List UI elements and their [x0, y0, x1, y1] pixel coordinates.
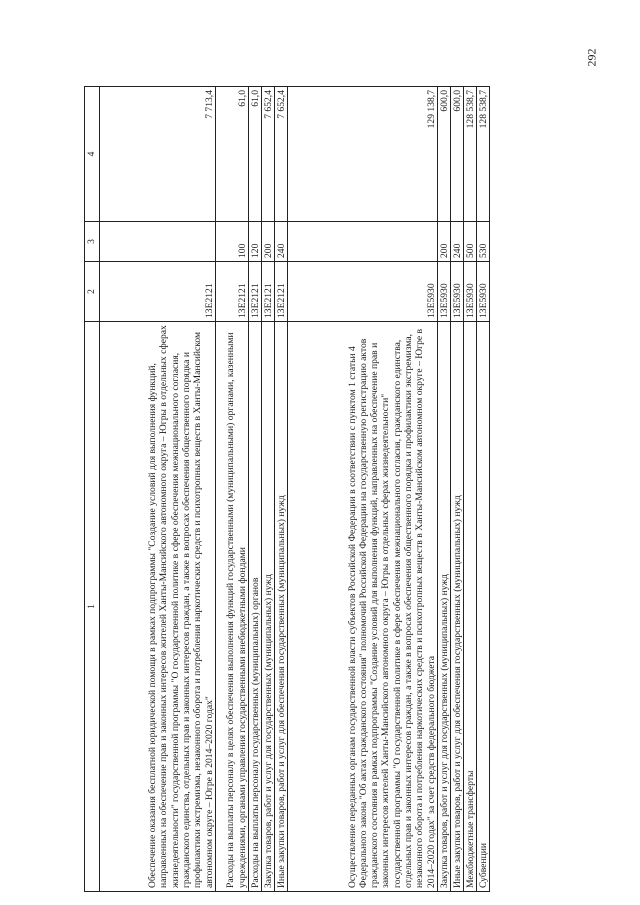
row-amount: 7 652,4	[262, 87, 275, 222]
column-header-type: 3	[85, 222, 100, 262]
column-header-amount: 4	[85, 87, 100, 222]
column-header-code: 2	[85, 262, 100, 322]
row-type: 240	[275, 222, 288, 262]
row-amount: 600,0	[451, 87, 464, 222]
row-type: 200	[262, 222, 275, 262]
table-row	[288, 87, 438, 892]
row-name: Иные закупки товаров, работ и услуг для обеспечения государственных (муниципальных) нужд	[275, 322, 288, 892]
table-header-row	[85, 87, 100, 892]
page-number: 292	[584, 48, 599, 67]
row-name: Обеспечение оказания бесплатной юридической помощи в рамках подпрограммы "Создание условий для выполнения функций, направленных на обеспечение прав и законных интересов жителей Ханты-Мансийского автономного округа – Югры в отдельных сферах жизнедеятельности" государственной программы "О государственной политике в сфере обеспечения межнационального согласия, гражданского единства, отдельных прав и законных интересов граждан, а также в вопросах обеспечения общественного порядка и профилактики экстремизма, незаконного оборота и потребления наркотических средств и психотропных веществ в Ханты-Мансийском автономном округе – Югре в 2014–2020 годах"	[100, 322, 216, 892]
table-row	[100, 87, 216, 892]
row-amount: 7 713,4	[100, 87, 216, 222]
row-amount: 61,0	[216, 87, 249, 222]
row-code: 13Е2121	[262, 262, 275, 322]
table-row	[464, 87, 477, 892]
row-name: Иные закупки товаров, работ и услуг для обеспечения государственных (муниципальных) нужд	[451, 322, 464, 892]
row-code: 13Е5930	[477, 262, 490, 322]
row-code: 13Е5930	[288, 262, 438, 322]
row-name: Расходы на выплаты персоналу в целях обеспечения выполнения функций государственными (муниципальными) органами, казенными учреждениями, органами управления государственными внебюджетными фондами	[216, 322, 249, 892]
table-row	[216, 87, 249, 892]
row-amount: 128 538,7	[464, 87, 477, 222]
row-type: 120	[249, 222, 262, 262]
row-type: 200	[438, 222, 451, 262]
row-name: Межбюджетные трансферты	[464, 322, 477, 892]
row-code: 13Е2121	[249, 262, 262, 322]
budget-table	[84, 86, 490, 892]
row-code: 13Е5930	[451, 262, 464, 322]
row-code: 13Е2121	[275, 262, 288, 322]
row-name: Закупка товаров, работ и услуг для государственных (муниципальных) нужд	[262, 322, 275, 892]
row-amount: 600,0	[438, 87, 451, 222]
rotated-table-container	[84, 87, 489, 892]
row-code: 13Е5930	[438, 262, 451, 322]
row-code: 13Е2121	[216, 262, 249, 322]
column-header-name: 1	[85, 322, 100, 892]
table-row	[249, 87, 262, 892]
row-code: 13Е5930	[464, 262, 477, 322]
row-type: 240	[451, 222, 464, 262]
row-name: Расходы на выплаты персоналу государственных (муниципальных) органов	[249, 322, 262, 892]
table-row	[275, 87, 288, 892]
row-amount: 7 652,4	[275, 87, 288, 222]
row-amount: 129 138,7	[288, 87, 438, 222]
table-row	[438, 87, 451, 892]
row-type: 500	[464, 222, 477, 262]
row-amount: 128 538,7	[477, 87, 490, 222]
table-row	[451, 87, 464, 892]
row-type	[100, 222, 216, 262]
row-code: 13Е2121	[100, 262, 216, 322]
row-type	[288, 222, 438, 262]
row-name: Осуществление переданных органам государственной власти субъектов Российской Федерации в соответствии с пунктом 1 статьи 4 Федерального закона "Об актах гражданского состояния" полномочий Российской Федерации на государственную регистрацию актов гражданского состояния в рамках подпрограммы "Создание условий для выполнения функций, направленных на обеспечение прав и законных интересов жителей Ханты-Мансийского автономного округа – Югры в отдельных сферах жизнедеятельности" государственной программы "О государственной политике в сфере обеспечения межнационального согласия, гражданского единства, отдельных прав и законных интересов граждан, а также в вопросах обеспечения общественного порядка и профилактики экстремизма, незаконного оборота и потребления наркотических средств и психотропных веществ в Ханты-Мансийском автономном округе – Югре в 2014–2020 годах" за счет средств федерального бюджета	[288, 322, 438, 892]
row-type: 100	[216, 222, 249, 262]
table-row	[477, 87, 490, 892]
table-row	[262, 87, 275, 892]
row-type: 530	[477, 222, 490, 262]
row-name: Закупка товаров, работ и услуг для государственных (муниципальных) нужд	[438, 322, 451, 892]
row-name: Субвенции	[477, 322, 490, 892]
row-amount: 61,0	[249, 87, 262, 222]
